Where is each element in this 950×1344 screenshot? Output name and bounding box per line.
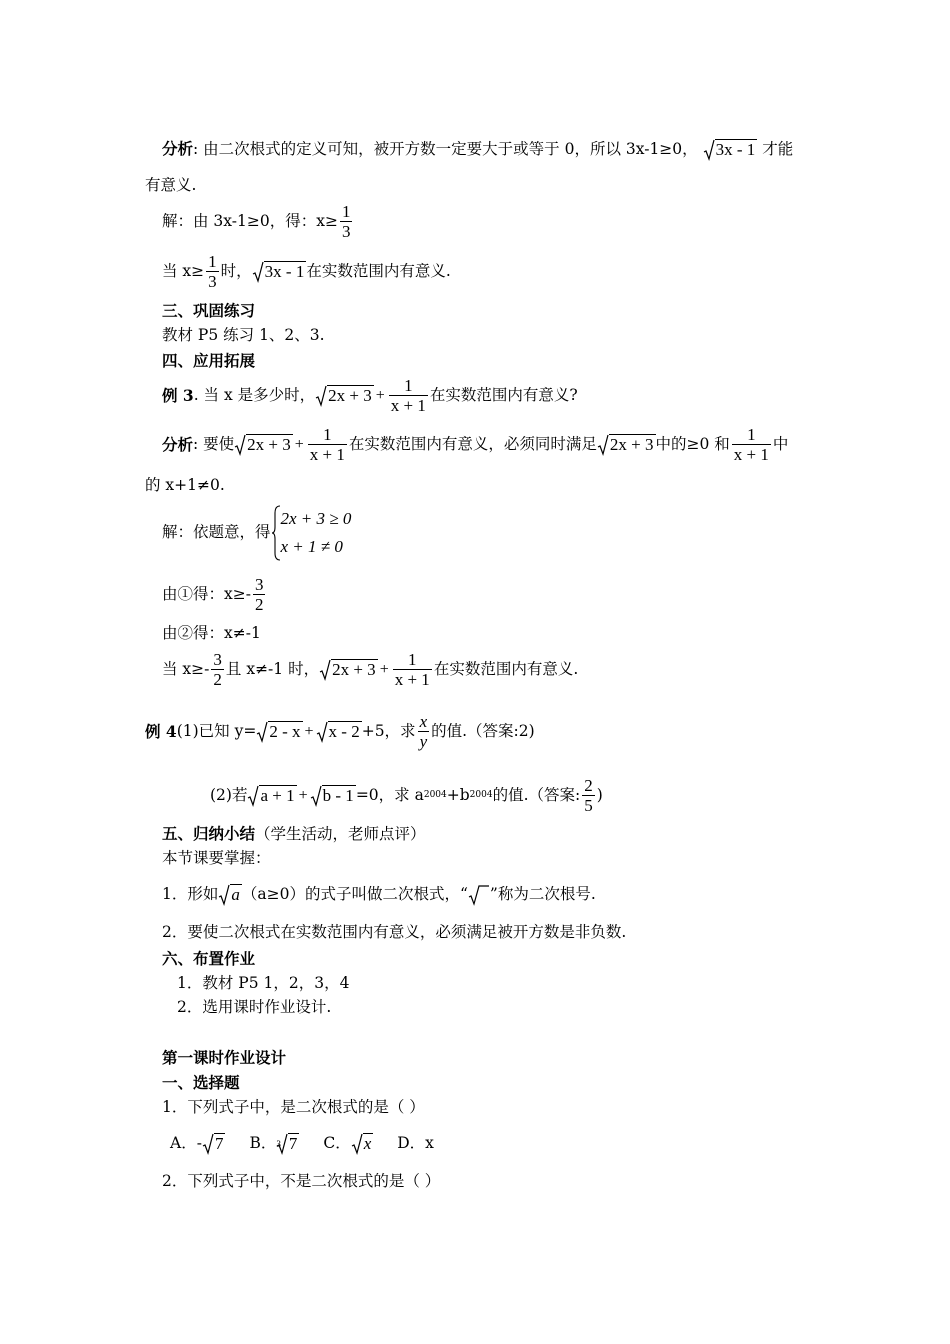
cube-root-7: 7 xyxy=(276,1133,300,1155)
fraction-1-x-plus-1: $\frac{1}{x + 1}$ xyxy=(394,650,430,689)
cube-root-index: 3 xyxy=(276,1138,281,1149)
sqrt-2-minus-x: 2 - x xyxy=(256,721,302,743)
analysis-line-1 xyxy=(162,139,793,161)
homework-title: 第一课时作业设计 xyxy=(162,1048,287,1067)
choice-heading: 一、选择题 xyxy=(162,1073,240,1092)
sqrt-2x-3: 2x + 3 xyxy=(234,434,293,456)
sqrt-2x-3: 2x + 3 xyxy=(319,659,378,681)
sqrt-a: a xyxy=(218,884,242,906)
sqrt-a-plus-1: a + 1 xyxy=(247,785,296,807)
sqrt-2x-3: 2x + 3 xyxy=(315,385,374,407)
homework-item-1: 1．教材 P5 1，2，3，4 xyxy=(177,974,350,992)
analysis-3: 分析 : 要使 2x + 3 + $\frac{1}{x + 1}$ 在实数范围内有意义，必须同时满足 2x + 3 中的≥0 和 $\frac{1}{x + 1}$ 中 xyxy=(162,425,789,464)
step-3: 当 x≥- $\frac{3}{2}$ 且 x≠-1 时， 2x + 3 + $\frac{1}{x + 1}$ 在实数范围内有意义. xyxy=(162,650,579,689)
fraction-1-x-plus-1: $\frac{1}{x + 1}$ xyxy=(733,425,769,464)
fraction-1-3: $\frac{1}{3}$ xyxy=(208,252,217,291)
fraction-1-3: $\frac{1}{3}$ xyxy=(341,202,351,241)
analysis-label: 分析 xyxy=(162,139,194,158)
analysis-text: : 由二次根式的定义可知，被开方数一定要大于或等于 0，所以 3x-1≥0， xyxy=(193,140,698,158)
example-4: 例 4 (1)已知 y= 2 - x + x - 2 +5，求 $\frac{x}{y}$ 的值.（答案:2) xyxy=(145,712,535,751)
question-1-options xyxy=(170,1133,434,1155)
section-heading-6: 六、布置作业 xyxy=(162,949,256,968)
question-2: 2．下列式子中，不是二次根式的是（ ） xyxy=(162,1172,441,1190)
section-heading-3: 三、巩固练习 xyxy=(162,301,256,320)
sqrt-2x-3: 2x + 3 xyxy=(597,434,656,456)
option-d: D．x xyxy=(397,1134,434,1153)
fraction-1-x-plus-1: $\frac{1}{x + 1}$ xyxy=(390,376,426,415)
homework-item-2: 2．选用课时作业设计. xyxy=(177,998,332,1016)
left-brace-icon xyxy=(271,505,281,561)
solution-3: 解：依题意，得 2x + 3 ≥ 0 x + 1 ≠ 0 xyxy=(162,505,351,561)
analysis-line-1-cont: 有意义. xyxy=(145,176,197,194)
sqrt-b-minus-1: b - 1 xyxy=(310,785,356,807)
question-1: 1．下列式子中，是二次根式的是（ ） xyxy=(162,1098,425,1116)
fraction-3-2: $\frac{3}{2}$ xyxy=(254,575,264,614)
example-4-part-2: (2)若 a + 1 + b - 1 =0，求 a 2004 +b 2004 的值.（答案: $\frac{2}{5}$ ) xyxy=(210,776,603,815)
sqrt-3x-1: 3x - 1 xyxy=(252,261,307,283)
fraction-1-x-plus-1: $\frac{1}{x + 1}$ xyxy=(309,425,345,464)
radical-sign-icon xyxy=(468,884,490,906)
step-2: 由②得：x≠-1 xyxy=(162,624,261,642)
fraction-3-2: $\frac{3}{2}$ xyxy=(213,650,222,689)
summary-1: 1．形如 a （a≥0）的式子叫做二次根式，“ ”称为二次根号. xyxy=(162,885,596,904)
option-a: A．- xyxy=(170,1134,202,1153)
solution-line-1: 解：由 3x-1≥0，得：x≥ $\frac{1}{3}$ xyxy=(162,202,351,241)
section-heading-4: 四、应用拓展 xyxy=(162,351,256,370)
fraction-2-5: $\frac{2}{5}$ xyxy=(584,776,593,815)
section-5-text: 本节课要掌握： xyxy=(162,849,271,867)
section-3-text: 教材 P5 练习 1、2、3. xyxy=(162,326,325,344)
analysis-3-cont: 的 x+1≠0. xyxy=(145,476,225,494)
fraction-x-y: $\frac{x}{y}$ xyxy=(419,712,428,751)
example-3: 例 3 . 当 x 是多少时， 2x + 3 + $\frac{1}{x + 1}$ 在实数范围内有意义? xyxy=(162,376,578,415)
option-c: C． xyxy=(323,1134,351,1153)
solution-line-2: 当 x≥ $\frac{1}{3}$ 时， 3x - 1 在实数范围内有意义. xyxy=(162,252,451,291)
sqrt-3x-1: 3x - 1 xyxy=(703,139,758,161)
step-1: 由①得：x≥- $\frac{3}{2}$ xyxy=(162,575,264,614)
sqrt-7: 7 xyxy=(202,1133,226,1155)
sqrt-x-minus-2: x - 2 xyxy=(316,721,362,743)
analysis-text-b: 才能 xyxy=(762,140,794,158)
sqrt-x: x xyxy=(351,1133,374,1155)
summary-2: 2．要使二次根式在实数范围内有意义，必须满足被开方数是非负数. xyxy=(162,923,627,941)
option-b: B． xyxy=(249,1134,277,1153)
inequality-system: 2x + 3 ≥ 0 x + 1 ≠ 0 xyxy=(280,509,352,556)
section-heading-5: 五、归纳小结（学生活动，老师点评） xyxy=(162,824,426,843)
